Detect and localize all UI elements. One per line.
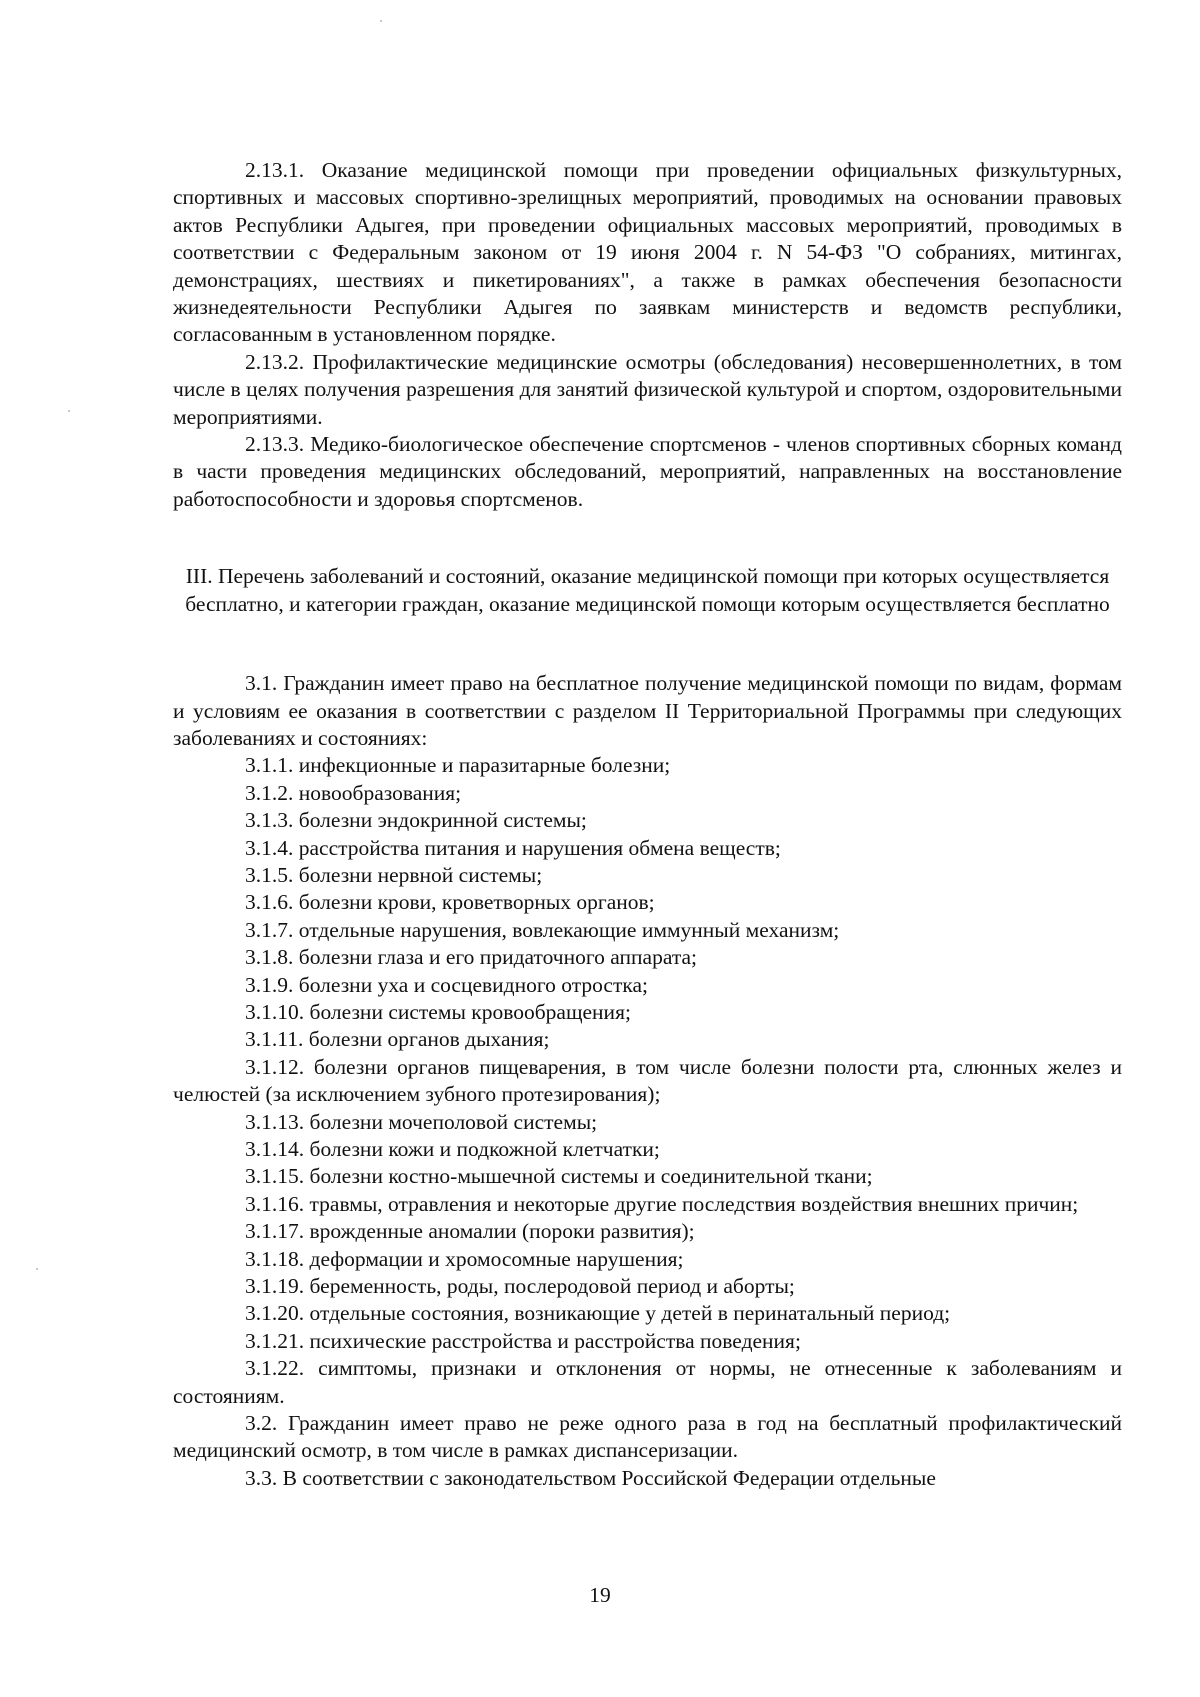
list-item: 3.1.4. расстройства питания и нарушения обмена веществ; — [245, 835, 781, 860]
list-item: 3.1.1. инфекционные и паразитарные болезни; — [245, 753, 671, 778]
page-number: 19 — [589, 1583, 611, 1607]
scan-speck — [380, 20, 382, 22]
list-item: 3.1.8. болезни глаза и его придаточного аппарата; — [245, 945, 698, 970]
list-item: 3.1.11. болезни органов дыхания; — [245, 1027, 550, 1052]
list-item: 3.1.12. болезни органов пищеварения, в том числе болезни полости рта, слюнных желез и челюстей (за исключением зубного протезирования); — [173, 1054, 1122, 1107]
section-heading: III. Перечень заболеваний и состояний, оказание медицинской помощи при которых осуществляется бесплатно, и категории граждан, оказание медицинской помощи которым осуществляется бесплатно — [185, 564, 1110, 616]
list-item: 3.1.20. отдельные состояния, возникающие у детей в перинатальный период; — [245, 1301, 951, 1326]
paragraph-3-1: 3.1. Гражданин имеет право на бесплатное получение медицинской помощи по видам, формам и условиям ее оказания в соответствии с разделом II Территориальной Программы при следующих заболеваниях и состояниях: — [173, 671, 1122, 750]
paragraph-2-13-3: 2.13.3. Медико-биологическое обеспечение спортсменов - членов спортивных сборных команд в части проведения медицинских обследований, мероприятий, направленных на восстановление работоспособности и здоровья спортсменов. — [173, 432, 1122, 511]
list-item: 3.1.21. психические расстройства и расстройства поведения; — [245, 1328, 801, 1353]
list-item: 3.1.17. врожденные аномалии (пороки развития); — [245, 1219, 695, 1244]
list-item: 3.1.10. болезни системы кровообращения; — [245, 999, 631, 1024]
list-item: 3.1.2. новообразования; — [245, 780, 462, 805]
list-item: 3.1.3. болезни эндокринной системы; — [245, 808, 587, 833]
paragraph-2-13-1: 2.13.1. Оказание медицинской помощи при проведении официальных физкультурных, спортивных и массовых спортивно-зрелищных мероприятий, проводимых на основании правовых актов Республики Адыгея, при проведении официальных массовых мероприятий, проводимых в соответствии с Федеральным законом от 19 июня 2004 г. N 54-ФЗ "О собраниях, митингах, демонстрациях, шествиях и пикетированиях", а также в рамках обеспечения безопасности жизнедеятельности Республики Адыгея по заявкам министерств и ведомств республики, согласованным в установленном порядке. — [173, 158, 1122, 347]
disease-list — [173, 752, 1122, 1410]
list-item: 3.1.22. симптомы, признаки и отклонения от нормы, не отнесенные к заболеваниям и состояниям. — [173, 1356, 1122, 1408]
list-item: 3.1.19. беременность, роды, послеродовой период и аборты; — [245, 1274, 795, 1299]
list-item: 3.1.5. болезни нервной системы; — [245, 862, 543, 887]
list-item: 3.1.7. отдельные нарушения, вовлекающие иммунный механизм; — [245, 917, 840, 942]
document-body — [173, 157, 1122, 1492]
list-item: 3.1.15. болезни костно-мышечной системы и соединительной ткани; — [245, 1164, 873, 1189]
list-item: 3.1.6. болезни крови, кроветворных органов; — [245, 890, 655, 915]
scan-speck — [36, 1268, 38, 1270]
list-item: 3.1.13. болезни мочеполовой системы; — [245, 1109, 598, 1134]
scan-speck — [68, 410, 70, 412]
list-item: 3.1.18. деформации и хромосомные нарушения; — [245, 1246, 684, 1271]
list-item: 3.1.14. болезни кожи и подкожной клетчатки; — [245, 1137, 660, 1161]
list-item: 3.1.16. травмы, отравления и некоторые другие последствия воздействия внешних причин; — [245, 1191, 1079, 1216]
paragraph-3-3: 3.3. В соответствии с законодательством Российской Федерации отдельные — [245, 1465, 936, 1490]
paragraph-2-13-2: 2.13.2. Профилактические медицинские осмотры (обследования) несовершеннолетних, в том числе в целях получения разрешения для занятий физической культурой и спортом, оздоровительными мероприятиями. — [173, 349, 1122, 429]
paragraph-3-2: 3.2. Гражданин имеет право не реже одного раза в год на бесплатный профилактический медицинский осмотр, в том числе в рамках диспансеризации. — [173, 1411, 1122, 1463]
list-item: 3.1.9. болезни уха и сосцевидного отростка; — [245, 972, 648, 997]
